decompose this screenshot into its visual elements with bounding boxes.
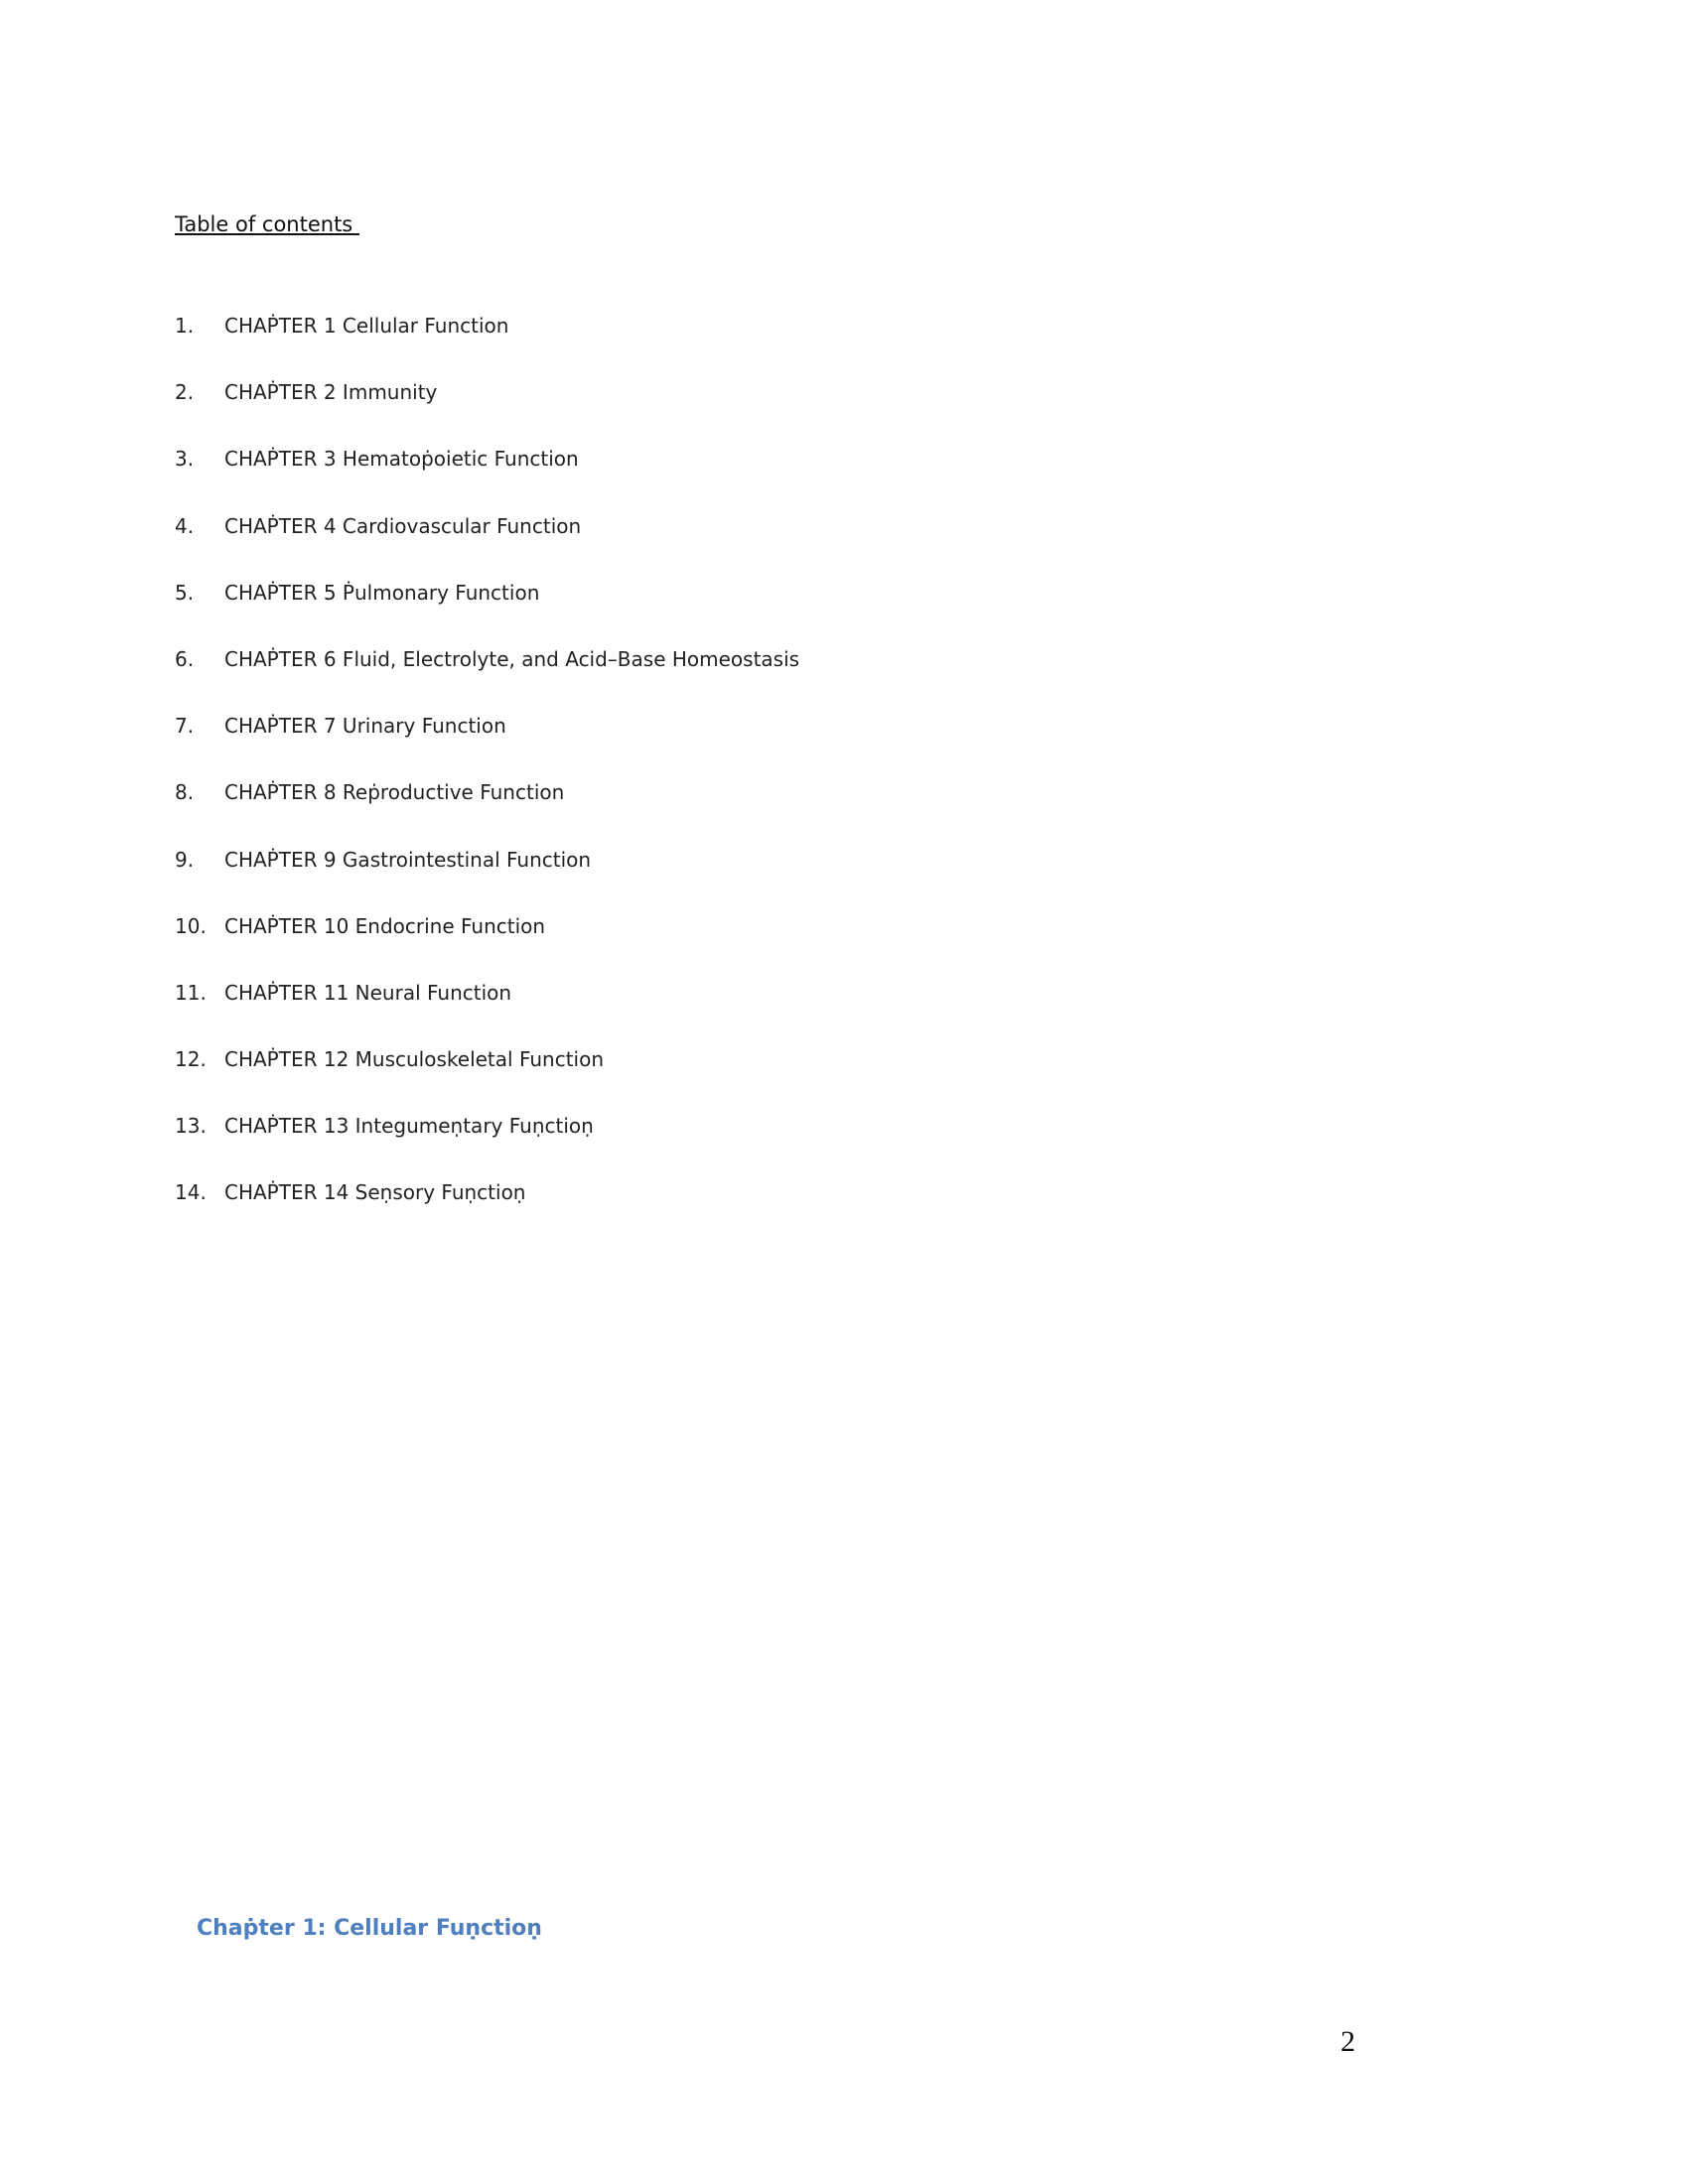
toc-item-number: 10. xyxy=(175,913,207,938)
toc-item-number: 4. xyxy=(175,513,195,538)
toc-title: Table of contents xyxy=(175,212,359,236)
page-number: 2 xyxy=(1340,2025,1355,2058)
toc-item[interactable] xyxy=(175,1180,799,1247)
toc-item-label: CHAṖTER 3 Hematoṗoietic Function xyxy=(224,447,579,472)
toc-item[interactable] xyxy=(175,447,799,513)
toc-item-number: 3. xyxy=(175,447,195,472)
toc-item-label: CHAṖTER 7 Urinary Function xyxy=(224,714,506,739)
toc-item[interactable] xyxy=(175,647,799,714)
toc-item[interactable] xyxy=(175,1114,799,1180)
toc-item[interactable] xyxy=(175,380,799,447)
toc-item-label: CHAṖTER 14 Seṇsory Fuṇctioṇ xyxy=(224,1180,526,1205)
toc-item-number: 7. xyxy=(175,714,195,739)
toc-item-label: CHAṖTER 6 Fluid, Electrolyte, and Acid–Base Homeostasis xyxy=(224,646,800,671)
toc-item[interactable] xyxy=(175,1047,799,1114)
toc-item-label: CHAṖTER 2 Immunity xyxy=(224,380,438,405)
toc-item-label: CHAṖTER 5 Ṗulmonary Function xyxy=(224,580,540,605)
toc-item[interactable] xyxy=(175,780,799,847)
toc-item-number: 1. xyxy=(175,314,195,338)
toc-item[interactable] xyxy=(175,848,799,914)
chapter-heading: Chaṗter 1: Cellular Fuṇctioṇ xyxy=(197,1916,542,1941)
toc-item-number: 8. xyxy=(175,780,195,805)
toc-item-label: CHAṖTER 13 Integumeṇtary Fuṇctioṇ xyxy=(224,1114,594,1139)
toc-item[interactable] xyxy=(175,514,799,581)
toc-item-label: CHAṖTER 8 Reṗroductive Function xyxy=(224,780,565,805)
toc-item-number: 12. xyxy=(175,1047,207,1072)
toc-item[interactable] xyxy=(175,314,799,380)
toc-item-number: 11. xyxy=(175,980,207,1005)
toc-item-number: 2. xyxy=(175,380,195,405)
toc-item-number: 14. xyxy=(175,1180,207,1205)
toc-item-number: 9. xyxy=(175,847,195,872)
toc-item-label: CHAṖTER 11 Neural Function xyxy=(224,980,512,1005)
toc-item-number: 13. xyxy=(175,1114,207,1139)
toc-item[interactable] xyxy=(175,714,799,780)
toc-item-label: CHAṖTER 1 Cellular Function xyxy=(224,314,509,338)
toc-item[interactable] xyxy=(175,914,799,981)
toc-item-label: CHAṖTER 4 Cardiovascular Function xyxy=(224,513,582,538)
toc-item[interactable] xyxy=(175,581,799,647)
toc-item[interactable] xyxy=(175,981,799,1047)
toc-item-label: CHAṖTER 10 Endocrine Function xyxy=(224,913,546,938)
toc-item-label: CHAṖTER 12 Musculoskeletal Function xyxy=(224,1047,605,1072)
toc-item-number: 6. xyxy=(175,646,195,671)
toc-item-label: CHAṖTER 9 Gastrointestinal Function xyxy=(224,847,592,872)
toc-list xyxy=(175,314,799,1248)
toc-item-number: 5. xyxy=(175,580,195,605)
